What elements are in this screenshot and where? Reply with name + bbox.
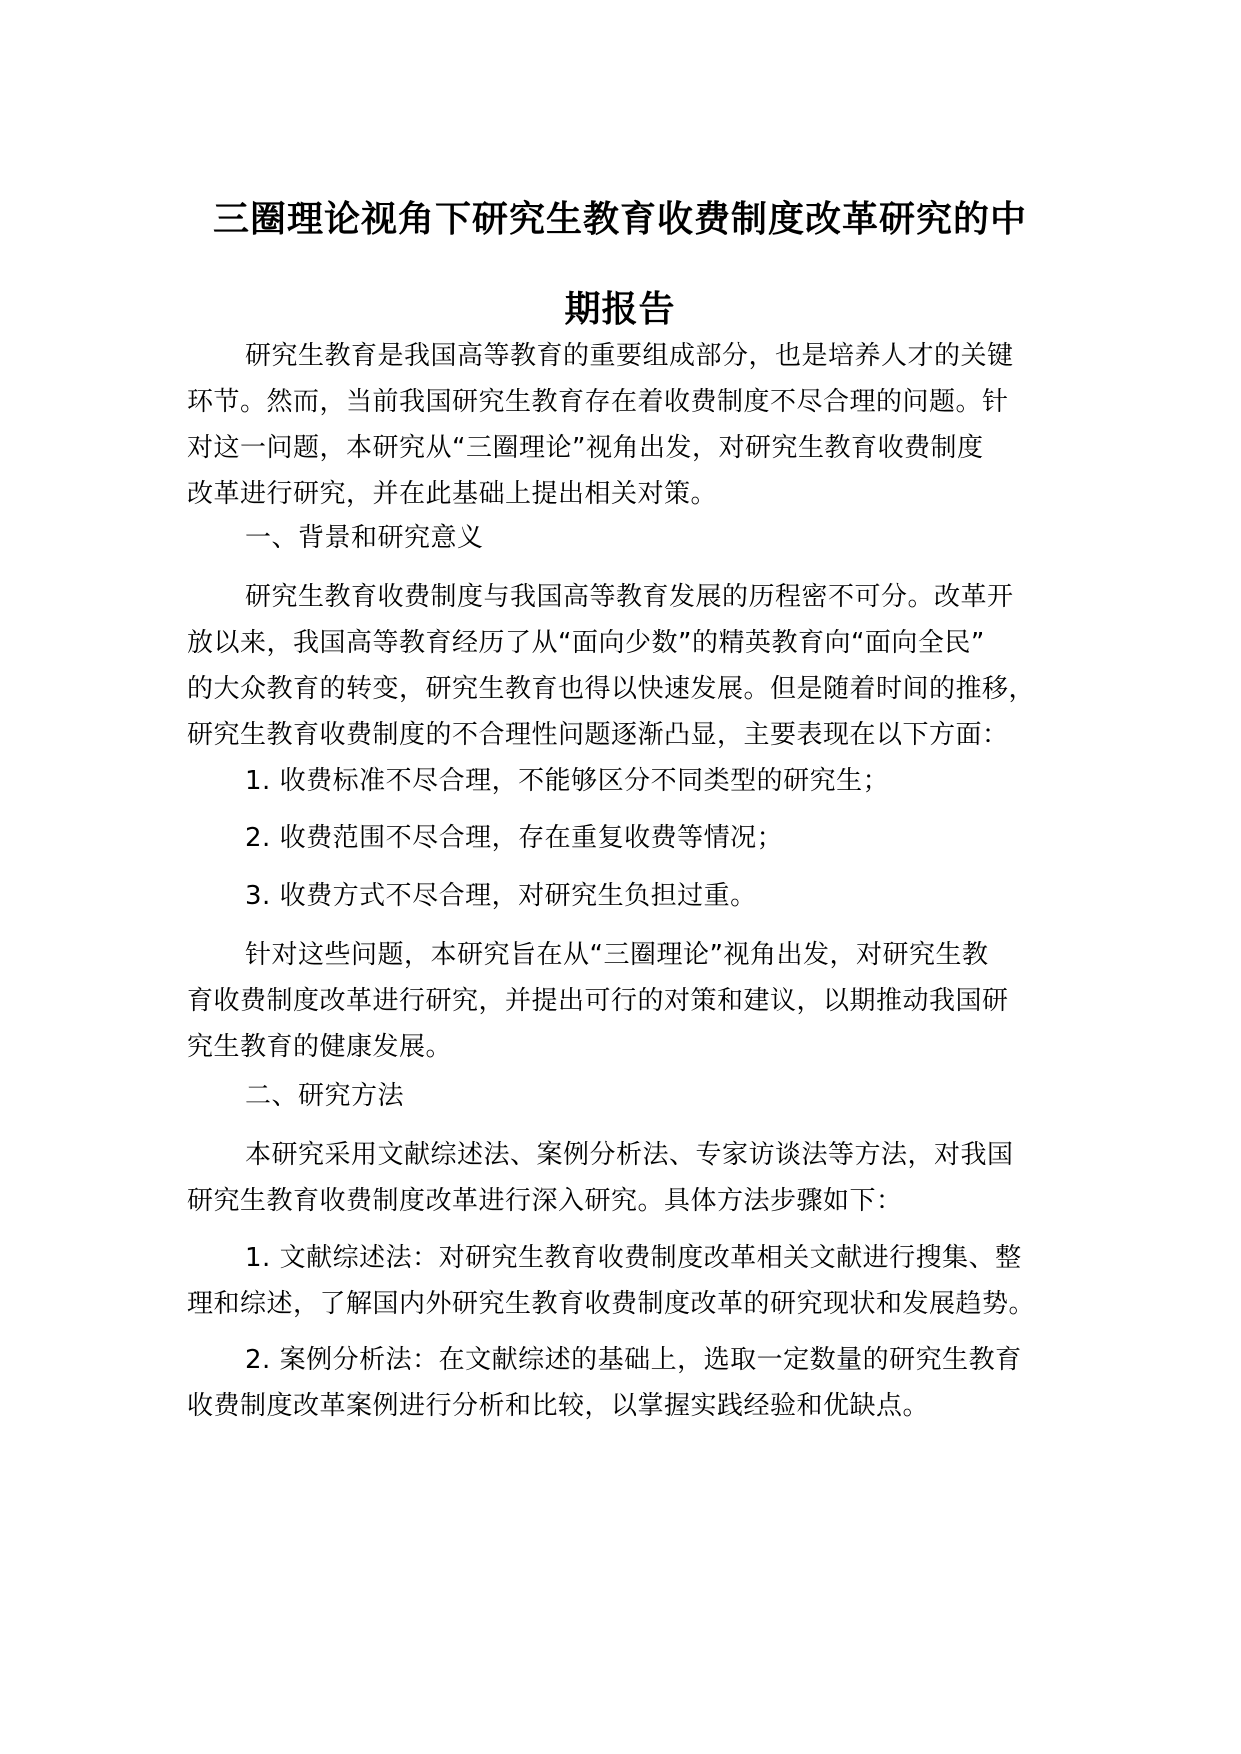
intro-paragraph [187,333,1067,517]
text-line: 究生教育的健康发展。 [187,1032,453,1062]
title-line-1: 三圈理论视角下研究生教育收费制度改革研究的中 [212,199,1027,240]
title-line-2: 期报告 [564,289,676,330]
methods-paragraph [187,1132,1067,1224]
text-line: 环节。然而，当前我国研究生教育存在着收费制度不尽合理的问题。针 [187,387,1009,417]
text-line: 的大众教育的转变，研究生教育也得以快速发展。但是随着时间的推移， [187,674,1036,704]
text-line: 针对这些问题，本研究旨在从“三圈理论”视角出发，对研究生教 [245,940,989,970]
list-item: 3. 收费方式不尽合理，对研究生负担过重。 [245,881,757,911]
background-paragraph [187,574,1067,758]
text-line: 研究生教育收费制度的不合理性问题逐渐凸显，主要表现在以下方面： [187,720,1009,750]
text-line: 收费制度改革案例进行分析和比较，以掌握实践经验和优缺点。 [187,1391,930,1421]
text-line: 理和综述，了解国内外研究生教育收费制度改革的研究现状和发展趋势。 [187,1289,1036,1319]
list-item: 2. 收费范围不尽合理，存在重复收费等情况； [245,823,784,853]
document-title [180,175,1060,355]
text-line: 研究生教育收费制度改革进行深入研究。具体方法步骤如下： [187,1186,903,1216]
heading-text: 二、研究方法 [245,1081,405,1111]
text-line: 研究生教育是我国高等教育的重要组成部分，也是培养人才的关键 [245,341,1014,371]
section-heading-methods [187,1073,1067,1119]
aim-paragraph [187,932,1067,1070]
problem-list-item [187,758,1067,804]
text-line: 2. 案例分析法：在文献综述的基础上，选取一定数量的研究生教育 [245,1345,1022,1375]
list-item: 1. 收费标准不尽合理，不能够区分不同类型的研究生； [245,766,890,796]
section-heading-background [187,515,1067,561]
text-line: 研究生教育收费制度与我国高等教育发展的历程密不可分。改革开 [245,582,1014,612]
text-line: 放以来，我国高等教育经历了从“面向少数”的精英教育向“面向全民” [187,628,985,658]
text-line: 1. 文献综述法：对研究生教育收费制度改革相关文献进行搜集、整 [245,1243,1022,1273]
problem-list-item [187,873,1067,919]
text-line: 改革进行研究，并在此基础上提出相关对策。 [187,479,718,509]
text-line: 育收费制度改革进行研究，并提出可行的对策和建议，以期推动我国研 [187,986,1009,1016]
problem-list-item [187,815,1067,861]
method-item [187,1235,1067,1327]
text-line: 对这一问题，本研究从“三圈理论”视角出发，对研究生教育收费制度 [187,433,984,463]
heading-text: 一、背景和研究意义 [245,523,484,553]
text-line: 本研究采用文献综述法、案例分析法、专家访谈法等方法，对我国 [245,1140,1014,1170]
method-item [187,1337,1067,1429]
